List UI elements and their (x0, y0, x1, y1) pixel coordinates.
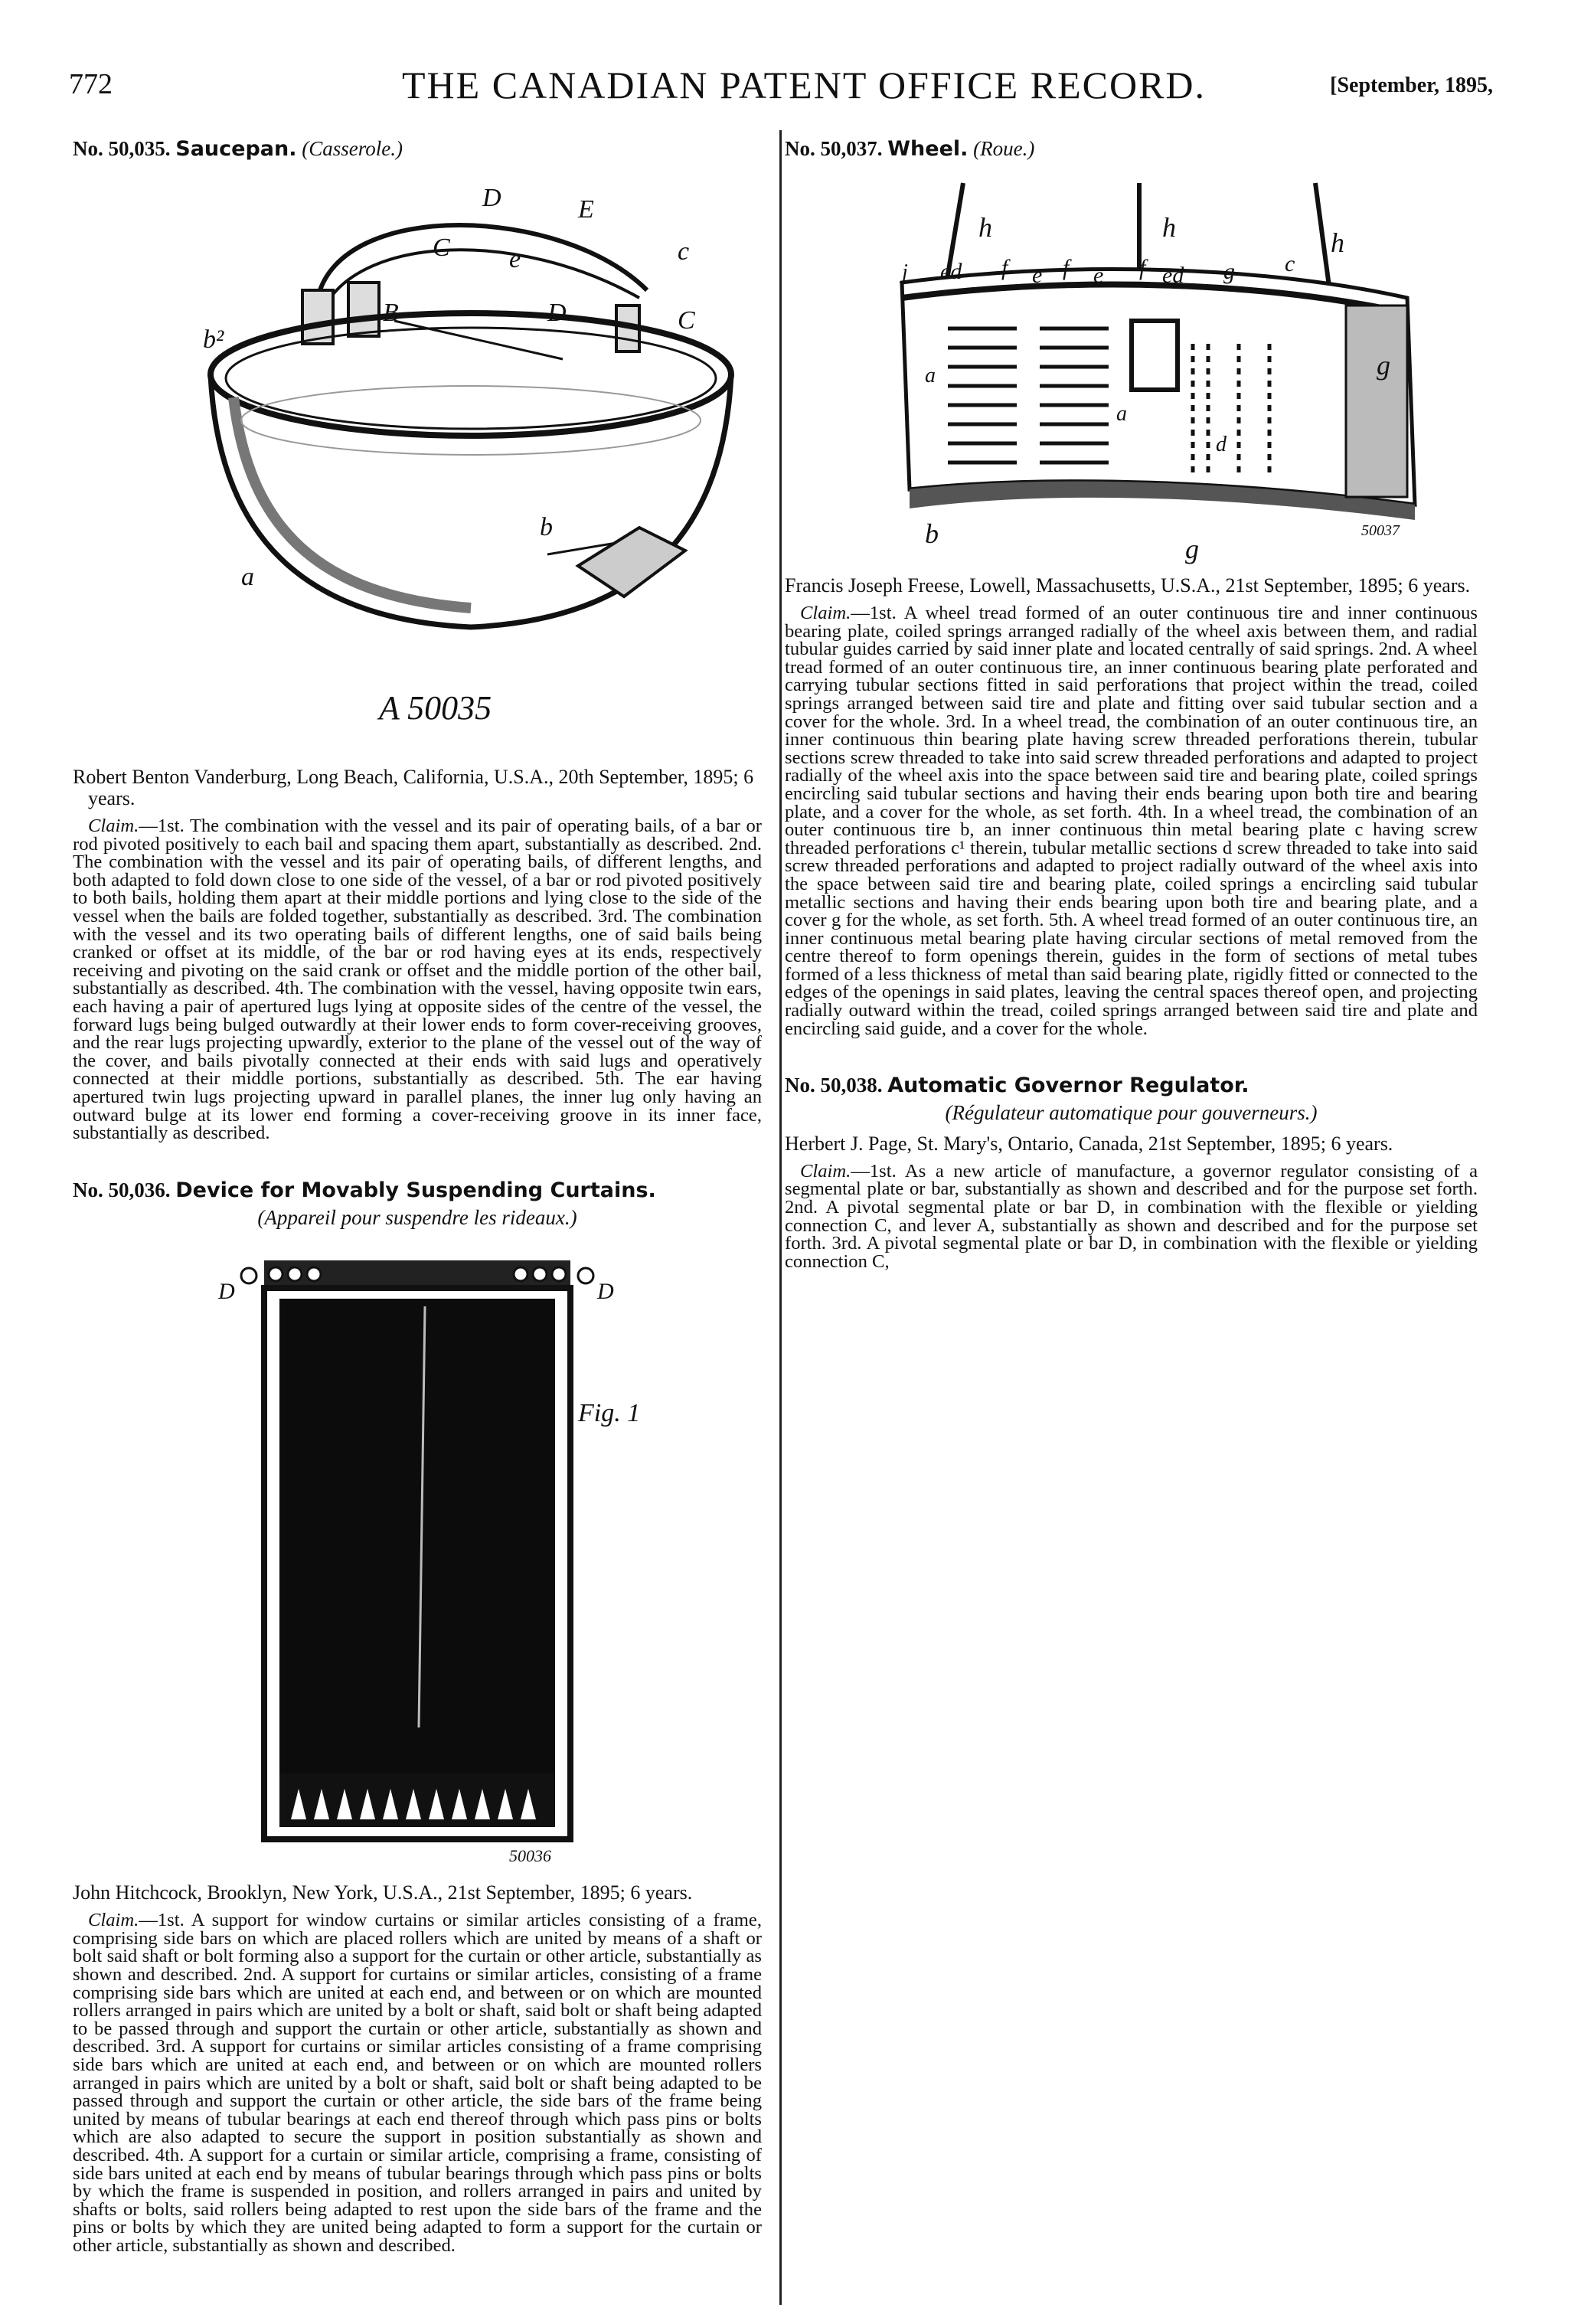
figure-label: B (383, 299, 399, 327)
figure-label: ed (939, 259, 962, 284)
figure-label: a (924, 364, 936, 387)
figure-label: C (433, 234, 450, 262)
entry-french-title: (Appareil pour suspendre les rideaux.) (257, 1205, 577, 1229)
figure-label: f (1062, 255, 1069, 280)
claim-label: Claim. (88, 816, 139, 836)
figure-label: D (482, 184, 501, 212)
entry-number: No. 50,036. (73, 1178, 171, 1201)
claim-body: —1st. As a new article of manufacture, a governor regulator consisting of a segmental plate or bar, substantially as shown and described and for the purpose set forth. 2nd. A pivotal segmental plate or bar D, in combination with the flexible or yielding connection C, and lever A, substantially as shown and described and for the purpose set forth. 3rd. A pivotal segmental plate or bar D, in combination with the flexible or yielding connection C, (785, 1160, 1478, 1272)
wheel-tread-figure (810, 168, 1453, 566)
entry-heading (73, 136, 762, 162)
figure-label: D (597, 1279, 614, 1305)
figure-label: D (547, 299, 567, 327)
figure-label: b (540, 513, 553, 541)
figure-label: j (901, 260, 908, 284)
running-title: THE CANADIAN PATENT OFFICE RECORD. (402, 64, 1207, 106)
figure-label: h (1161, 212, 1176, 243)
claim-text (73, 817, 762, 1142)
figure-label: c (678, 237, 690, 266)
figure-label: e (1031, 263, 1042, 288)
figure-caption: A 50035 (379, 689, 492, 727)
entry-title: Device for Movably Suspending Curtains. (175, 1178, 656, 1202)
claim-text (73, 1911, 762, 2254)
curtain-support-figure (203, 1237, 641, 1873)
claim-label: Claim. (88, 1910, 139, 1931)
claim-text (785, 1162, 1478, 1271)
figure-label: h (978, 212, 992, 243)
figure-label: f (1001, 255, 1008, 280)
entry-number: No. 50,038. (785, 1074, 883, 1097)
figure-label: b (924, 518, 939, 549)
figure-label: e (1093, 263, 1103, 288)
right-column (785, 136, 1478, 1270)
entry-title: Wheel. (887, 137, 969, 161)
header-date: [September, 1895, (1330, 74, 1493, 97)
figure-label: C (678, 306, 695, 335)
figure-label: a (241, 563, 254, 591)
figure-label: h (1330, 227, 1344, 258)
claim-body: —1st. The combination with the vessel and its pair of operating bails, of a bar or rod pivoted positively to each bail and spacing them apart, substantially as described. 2nd. The combination with the vessel and its pair of operating bails, of different lengths, and both adapted to fold down close to one side of the vessel, of a bar or rod pivoted positively to both bails, holding them apart at their middle portions and lying close to the side of the vessel when the bails are folded together, substantially as described. 3rd. The combination with the vessel and its two operating bails of different lengths, one of said bails being cranked or offset at its middle, of the bar or rod having eyes at its ends, respectively receiving and pivoting on the said crank or offset and the middle portion of the other bail, substantially as described. 4th. The combination with the vessel, having opposite twin ears, each having a pair of apertured lugs lying at opposite sides of the centre of the vessel, the forward lugs being bulged outwardly at their lower ends to form cover-receiving grooves, and the rear lugs projecting upwardly, exterior to the plane of the vessel out of the way of the cover, and bails pivotally connected at their ends with said lugs and operatively connected at their middle portions, substantially as described. 5th. The ear having apertured twin lugs projecting upward in parallel planes, the inner lug only having an outward bulge at its lower end forming a cover-receiving groove in its inner face, substantially as described. (73, 816, 762, 1144)
entry-number: No. 50,037. (785, 137, 883, 160)
entry-title: Automatic Governor Regulator. (887, 1074, 1249, 1098)
entry-french-title: (Régulateur automatique pour gouverneurs.) (945, 1101, 1318, 1125)
figure-label: g (1184, 534, 1199, 564)
figure-label: g (1223, 259, 1235, 284)
figure-caption: Fig. 1 (578, 1399, 641, 1428)
claim-body: —1st. A wheel tread formed of an outer continuous tire and inner continuous bearing plate, coiled springs arranged radially of the wheel axis between them, and radial tubular guides carried by said inner plate and located centrally of said springs. 2nd. A wheel tread formed of an outer continuous tire, an inner continuous bearing plate perforated and carrying tubular sections fitted in said perforations that project within the tread, coiled springs arranged between said tire and plate and fitting over said tubular section and a cover for the whole. 3rd. In a wheel tread, the combination of an outer continuous tire, an inner continuous thin bearing plate having screw threaded perforations therein, tubular sections screw threaded to take into said screw threaded perforations and adapted to project radially of the wheel axis into the space between said tire and bearing plate, coiled springs encircling said tubular sections and having their ends bearing upon both tire and bearing plate, and a cover for the whole, as set forth. 4th. In a wheel tread, the combination of an outer continuous tire b, an inner continuous thin metal bearing plate c having screw threaded perforations c¹ therein, tubular metallic sections d screw threaded to take into said screw threaded perforations and adapted to project radially outward of the wheel axis into the space between said tire and bearing plate, coiled springs a encircling said tubular metallic sections and having their ends bearing upon both tire and bearing plate, and a cover g for the whole, as set forth. 5th. A wheel tread formed of an outer continuous tire, an inner continuous metal bearing plate having circular sections of metal removed from the centre thereof to form openings therein, guides in the form of sections of metal tubes formed of a less thickness of metal than said bearing plate, rigidly fitted or connected to the edges of the openings in said plates, leaving the central spaces thereof open, and projecting radially outward within the tread, coiled springs arranged between said tire and plate and encircling said guide, and a cover for the whole. (785, 603, 1478, 1039)
entry-number: No. 50,035. (73, 137, 171, 160)
figure-label: c (1284, 251, 1295, 276)
figure-label: D (218, 1279, 235, 1305)
figure-label: b² (203, 325, 224, 354)
claim-body: —1st. A support for window curtains or similar articles consisting of a frame, comprising side bars on which are placed rollers which are united by means of a shaft or bolt said shaft or bolt forming also a support for the curtain or other article, substantially as shown and described. 2nd. A support for curtains or similar articles, consisting of a frame comprising side bars which are united at each end, and between or on which are mounted rollers arranged in pairs which are united by a bolt or shaft, said bolt or shaft being adapted to be passed through and support the curtain or other article, substantially as shown and described. 3rd. A support for curtains or similar articles consisting of a frame comprising side bars which are united at each end, and between or on which are mounted rollers arranged in pairs which are united by a bolt or shaft, said bolt or shaft being adapted to be passed through and support the curtain or other article, the side bars of the frame being united by means of tubular bearings at each end thereof through which pass pins or bolts which are also adapted to secure the support in position substantially as shown and described. 4th. A support for a curtain or similar article, comprising a frame, consisting of side bars united at each end by means of tubular bearings through which pass pins or bolts by which the frame is suspended in position, and rollers arranged in pairs and united by shafts or bolts, said rollers being adapted to rest upon the side bars of the frame and the pins or bolts by which they are united being adapted to form a support for the curtain or other article, substantially as shown and described. (73, 1910, 762, 2256)
page-header (69, 63, 1493, 116)
saucepan-figure (88, 168, 746, 757)
figure-label: e (509, 245, 521, 273)
figure-label: f (1138, 255, 1145, 280)
page-number: 772 (69, 68, 113, 100)
inventor: Robert Benton Vanderburg, Long Beach, California, U.S.A., 20th September, 1895; 6 years. (73, 766, 754, 809)
figure-label: ed (1161, 263, 1184, 288)
entry-french-title: (Roue.) (973, 137, 1035, 160)
entry-french-title: (Casserole.) (302, 137, 403, 160)
inventor: Francis Joseph Freese, Lowell, Massachusetts, U.S.A., 21st September, 1895; 6 years. (785, 574, 1471, 597)
entry-title: Saucepan. (175, 137, 297, 161)
entry-heading (785, 136, 1478, 162)
claim-text (785, 604, 1478, 1038)
left-column (73, 136, 762, 2255)
entry-heading (785, 1073, 1478, 1098)
figure-label: g (1376, 350, 1390, 381)
figure-caption: 50037 (1361, 522, 1400, 539)
entry-heading (73, 1178, 762, 1203)
figure-label: d (1215, 433, 1227, 456)
inventor: John Hitchcock, Brooklyn, New York, U.S.A., 21st September, 1895; 6 years. (73, 1881, 693, 1904)
inventor: Herbert J. Page, St. Mary's, Ontario, Canada, 21st September, 1895; 6 years. (785, 1132, 1393, 1155)
claim-label: Claim. (800, 1160, 851, 1182)
claim-label: Claim. (800, 603, 851, 623)
figure-label: E (578, 195, 594, 224)
figure-caption: 50036 (509, 1846, 551, 1866)
figure-label: a (1116, 402, 1127, 426)
column-divider (779, 130, 782, 2305)
